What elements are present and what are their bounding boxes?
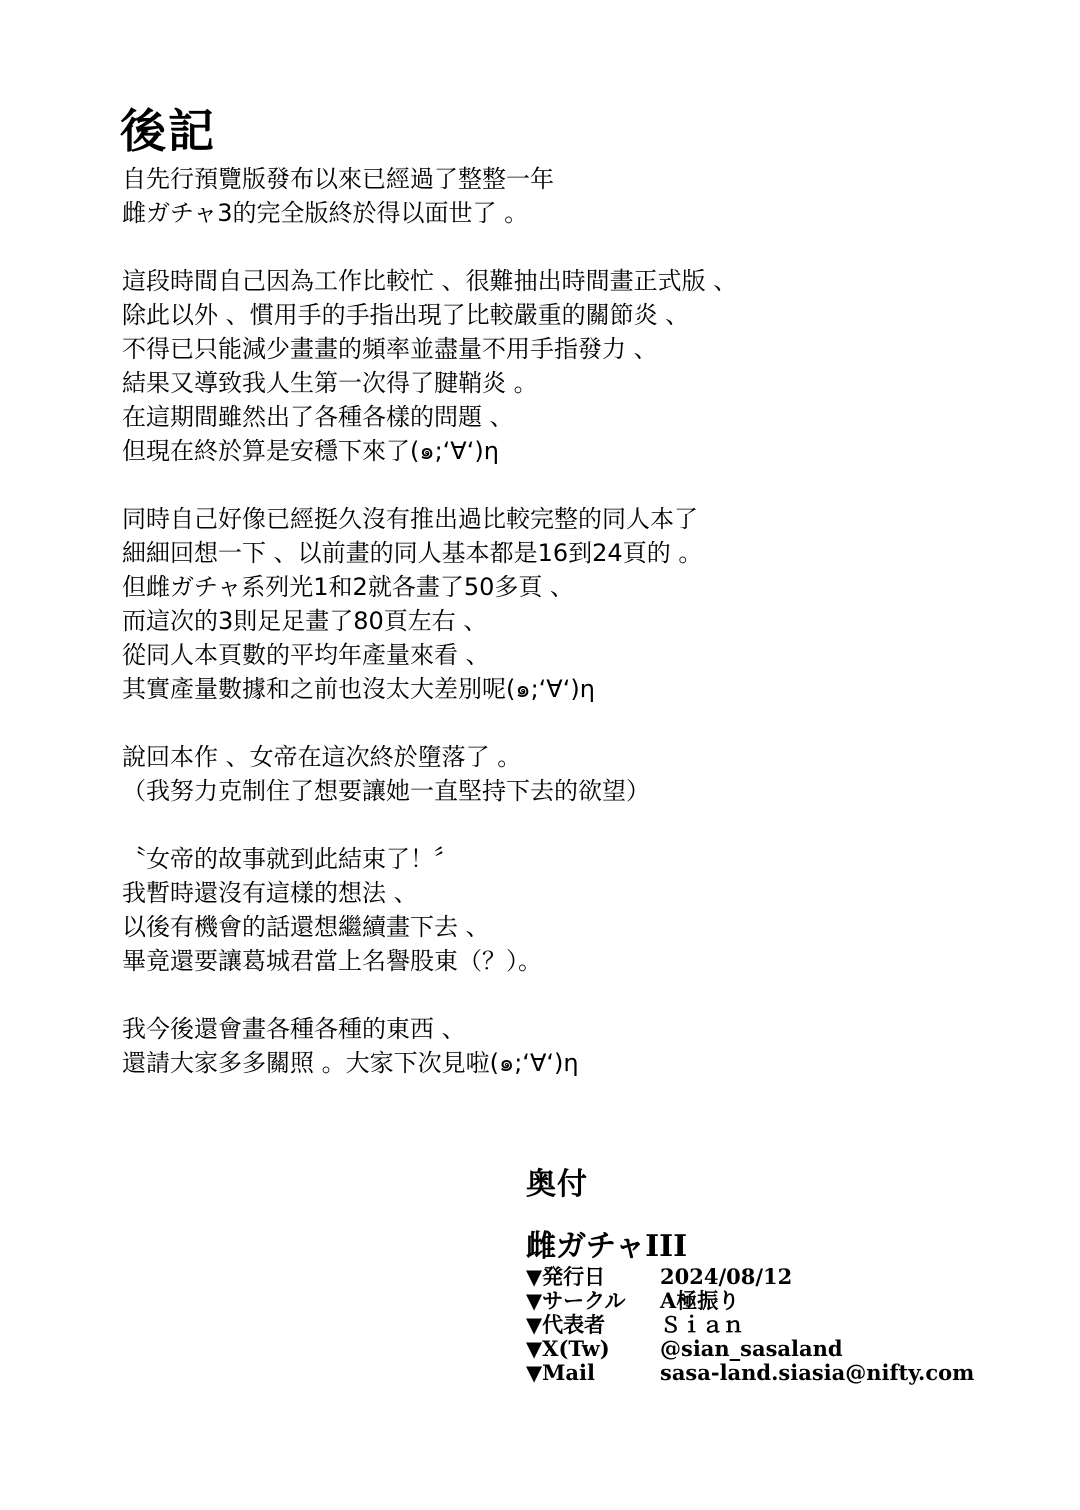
text-line: 說回本作 、女帝在這次終於墮落了 。 <box>122 743 522 771</box>
text-line: 我暫時還沒有這樣的想法 、 <box>122 879 418 907</box>
text-line: 而這次的3則足足畫了80頁左右 、 <box>122 607 488 635</box>
paragraph <box>122 502 1022 706</box>
text-line: 同時自己好像已經挺久沒有推出過比較完整的同人本了 <box>122 505 698 533</box>
colophon-value: 2024/08/12 <box>660 1264 793 1289</box>
page-title: 後記 <box>120 103 216 158</box>
colophon-label: ▼発行日 <box>526 1264 606 1289</box>
colophon-heading: 奥付 <box>526 1167 588 1202</box>
text-line: 雌ガチャ3的完全版終於得以面世了 。 <box>122 199 529 227</box>
paragraph <box>122 740 1022 808</box>
colophon <box>526 1165 986 1385</box>
colophon-row <box>526 1313 986 1337</box>
text-line: 畢竟還要讓葛城君當上名譽股東（？）。 <box>122 947 542 975</box>
colophon-value: Ｓｉａｎ <box>660 1312 744 1337</box>
paragraph <box>122 842 1022 978</box>
colophon-row <box>526 1265 986 1289</box>
colophon-row <box>526 1361 986 1385</box>
colophon-value: sasa-land.siasia@nifty.com <box>660 1360 975 1385</box>
text-line: 自先行預覽版發布以來已經過了整整一年 <box>122 165 554 193</box>
text-line: 除此以外 、慣用手的手指出現了比較嚴重的關節炎 、 <box>122 301 690 329</box>
afterword-body <box>122 162 1022 1080</box>
text-line: 不得已只能減少畫畫的頻率並盡量不用手指發力 、 <box>122 335 658 363</box>
text-line: 但現在終於算是安穩下來了(๑;‘∀‘)η <box>122 437 499 465</box>
text-line: 以後有機會的話還想繼續畫下去 、 <box>122 913 490 941</box>
text-line: 還請大家多多關照 。大家下次見啦(๑;‘∀‘)η <box>122 1049 579 1077</box>
colophon-row <box>526 1289 986 1313</box>
paragraph <box>122 264 1022 468</box>
colophon-value: @sian_sasaland <box>660 1336 843 1361</box>
text-line: 其實產量數據和之前也沒太大差別呢(๑;‘∀‘)η <box>122 675 595 703</box>
paragraph <box>122 162 1022 230</box>
book-title: 雌ガチャIII <box>526 1229 688 1264</box>
colophon-label: ▼代表者 <box>526 1312 606 1337</box>
colophon-info <box>526 1265 986 1385</box>
text-line: 〝女帝的故事就到此結束了！〞 <box>122 845 458 873</box>
colophon-label: ▼X(Tw) <box>526 1336 610 1361</box>
text-line: 但雌ガチャ系列光1和2就各畫了50多頁 、 <box>122 573 574 601</box>
text-line: 在這期間雖然出了各種各樣的問題 、 <box>122 403 514 431</box>
colophon-row <box>526 1337 986 1361</box>
colophon-label: ▼サークル <box>526 1288 626 1313</box>
colophon-label: ▼Mail <box>526 1360 595 1385</box>
text-line: 這段時間自己因為工作比較忙 、很難抽出時間畫正式版 、 <box>122 267 738 295</box>
text-line: 結果又導致我人生第一次得了腱鞘炎 。 <box>122 369 538 397</box>
paragraph <box>122 1012 1022 1080</box>
text-line: 我今後還會畫各種各種的東西 、 <box>122 1015 466 1043</box>
text-line: 細細回想一下 、以前畫的同人基本都是16到24頁的 。 <box>122 539 703 567</box>
text-line: （我努力克制住了想要讓她一直堅持下去的欲望） <box>122 777 650 805</box>
colophon-value: A極振り <box>660 1288 740 1313</box>
text-line: 從同人本頁數的平均年產量來看 、 <box>122 641 490 669</box>
